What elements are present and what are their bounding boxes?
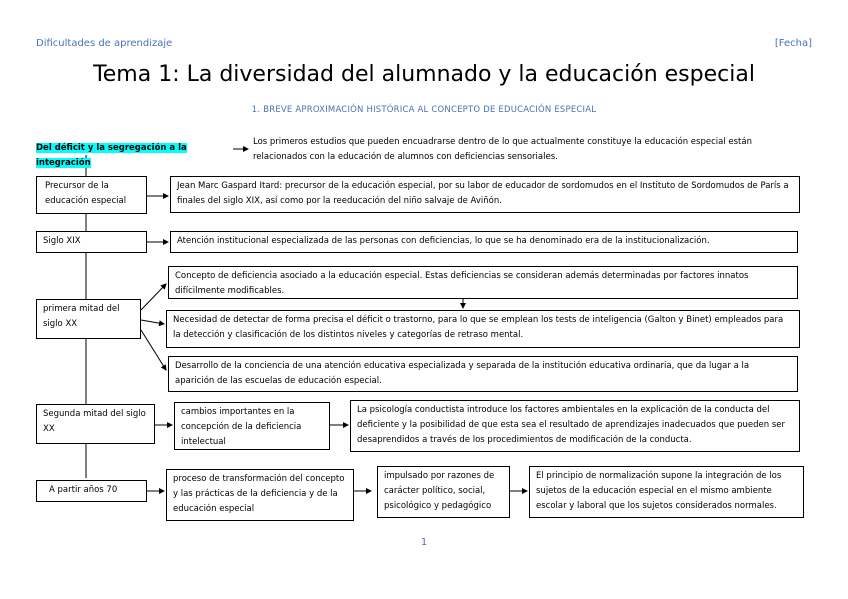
header-right: [Fecha] <box>774 38 812 49</box>
text-70-normalizacion: El principio de normalización supone la integración de los sujetos de la educación especial en el mismo ambiente escolar y laboral que los sujetos considerados normales. <box>529 466 804 518</box>
text-segunda-mid: cambios importantes en la concepción de la deficiencia intelectual <box>174 402 330 450</box>
text-70-transformacion: proceso de transformación del concepto y las prácticas de la deficiencia y de la educación especial <box>166 469 354 521</box>
header-left: Dificultades de aprendizaje <box>36 38 173 49</box>
intro-text: Los primeros estudios que pueden encuadrarse dentro de lo que actualmente constituye la educación especial están relacionados con la educación de alumnos con deficiencias sensoriales. <box>253 137 752 162</box>
text-segunda-main: La psicología conductista introduce los factores ambientales en la explicación de la conducta del deficiente y la posibilidad de que esta sea el resultado de aprendizajes inadecuados que pueden ser desaprendidos a través de los procedimientos de modificación de la conducta. <box>350 400 800 452</box>
label-anos-70: A partir años 70 <box>36 480 147 502</box>
page-number: 1 <box>420 537 428 548</box>
text-siglo-xix: Atención institucional especializada de las personas con deficiencias, lo que se ha denominado era de la institucionalización. <box>170 231 798 253</box>
label-siglo-xix: Siglo XIX <box>36 231 147 253</box>
intro-highlight <box>36 141 232 171</box>
highlight-label: Del déficit y la segregación a la integración <box>36 143 187 168</box>
label-segunda-mitad: Segunda mitad del siglo XX <box>36 404 155 444</box>
text-primera-3: Desarrollo de la conciencia de una atención educativa especializada y separada de la institución educativa ordinaria, que da lugar a la aparición de las escuelas de educación especial. <box>168 356 798 392</box>
text-primera-1: Concepto de deficiencia asociado a la educación especial. Estas deficiencias se consideran además determinadas por factores innatos difícilmente modificables. <box>168 266 798 299</box>
text-primera-2: Necesidad de detectar de forma precisa el déficit o trastorno, para lo que se emplean los tests de inteligencia (Galton y Binet) empleados para la detección y clasificación de los distintos niveles y categorías de retraso mental. <box>166 310 800 348</box>
label-precursor: Precursor de la educación especial <box>36 176 147 214</box>
text-70-razones: impulsado por razones de carácter político, social, psicológico y pedagógico <box>377 466 510 518</box>
label-primera-mitad: primera mitad del siglo XX <box>36 299 141 339</box>
section-heading: 1. BREVE APROXIMACIÓN HISTÓRICA AL CONCEPTO DE EDUCACIÓN ESPECIAL <box>251 105 597 115</box>
text-precursor: Jean Marc Gaspard Itard: precursor de la educación especial, por su labor de educador de sordomudos en el Instituto de Sordomudos de París a finales del siglo XIX, así como por la reeducación del niño salvaje de Aviñón. <box>170 176 800 213</box>
page-title: Tema 1: La diversidad del alumnado y la educación especial <box>93 62 755 87</box>
